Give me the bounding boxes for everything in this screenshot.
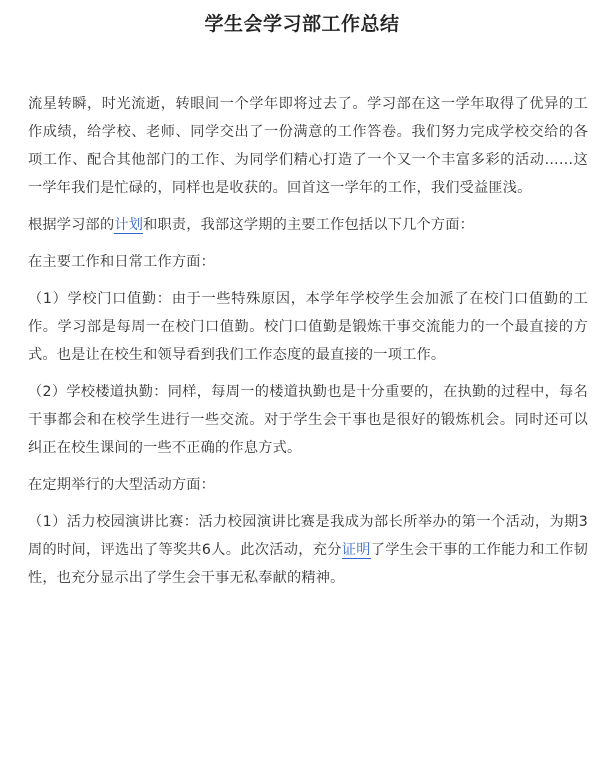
paragraph-hallway-duty: （2）学校楼道执勤：同样，每周一的楼道执勤也是十分重要的，在执勤的过程中，每名干事都会和在校学生进行一些交流。对于学生会干事也是很好的锻炼机会。同时还可以纠正在校生课间的一些不正确的作息方式。 xyxy=(28,384,588,456)
paragraph-text: 根据学习部的 xyxy=(28,217,115,233)
document-title: 学生会学习部工作总结 xyxy=(204,13,400,35)
section-heading-events: 在定期举行的大型活动方面： xyxy=(28,477,216,493)
plan-link[interactable]: 计划 xyxy=(114,217,144,233)
paragraph-text: 了学生会干事的工作能力和工作韧性，也充分显示出了学生会干事无私奉献的精神。 xyxy=(28,542,588,586)
paragraph-text: 和职责，我部这学期的主要工作包括以下几个方面： xyxy=(143,217,475,233)
document-body xyxy=(28,90,588,601)
paragraph-text: （1）活力校园演讲比赛：活力校园演讲比赛是我成为部长所举办的第一个活动，为期3周的时间，评选出了等奖共6人。此次活动，充分 xyxy=(28,514,588,558)
prove-link[interactable]: 证明 xyxy=(341,542,371,558)
paragraph-speech-contest xyxy=(28,508,588,592)
paragraph-intro: 流星转瞬，时光流逝，转眼间一个学年即将过去了。学习部在这一学年取得了优异的工作成绩，给学校、老师、同学交出了一份满意的工作答卷。我们努力完成学校交给的各项工作、配合其他部门的工作、为同学们精心打造了一个又一个丰富多彩的活动……这一学年我们是忙碌的，同样也是收获的。回首这一学年的工作，我们受益匪浅。 xyxy=(28,96,588,196)
paragraph-gate-duty: （1）学校门口值勤：由于一些特殊原因，本学年学校学生会加派了在校门口值勤的工作。学习部是每周一在校门口值勤。校门口值勤是锻炼干事交流能力的一个最直接的方式。也是让在校生和领导看到我们工作态度的最直接的一项工作。 xyxy=(28,291,588,363)
section-heading-daily-work: 在主要工作和日常工作方面： xyxy=(28,254,216,270)
paragraph-responsibilities xyxy=(28,211,588,239)
